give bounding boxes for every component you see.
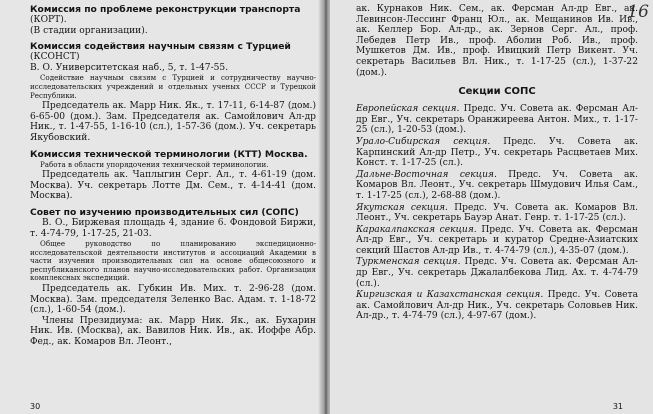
sops-section-name: Каракалпакская секция.	[356, 224, 477, 235]
sops-section-entry	[356, 290, 638, 322]
section-line: В. О. Университетская наб., 5, т. 1-47-55.	[30, 62, 229, 73]
section-line: (В стадии организации).	[30, 25, 148, 36]
sops-section-details: Предс. Уч. Совета ак. Комаров Вл. Леонт., Уч. секретарь Бауэр Анат. Генр. т. 1-17-25 (сл.).	[356, 202, 638, 224]
page-number: 31	[612, 402, 623, 411]
sops-section-name: Европейская секция.	[356, 104, 460, 115]
left-column	[30, 4, 316, 353]
section-line: (КСОНСТ)	[30, 52, 80, 63]
section-title: Комиссия по проблеме реконструкции транспорта	[30, 4, 301, 15]
section-body: Председатель ак. Чаплыгин Серг. Ал., т. 4-61-19 (дом. Москва). Уч. секретарь Лотте Дм. Сем., т. 4-14-41 (дом. Москва).	[30, 170, 316, 202]
sops-section-details: Предс. Уч. Совета ак. Ферсман Ал-др Евг., Уч. секретарь Джалалбекова Лид. Ах. т. 4-74-79 (сл.).	[356, 257, 638, 289]
sops-section-entry	[356, 225, 638, 257]
section-title: Комиссия содействия научным связям с Турцией	[30, 41, 291, 53]
section-title: Комиссия технической терминологии (КТТ) Москва.	[30, 148, 308, 160]
right-column	[356, 4, 638, 323]
section-body: Председатель ак. Марр Ник. Як., т. 17-11, 6-14-87 (дом.) 6-65-00 (дом.). Зам. Председателя ак. Самойлович Ал-др Ник., т. 1-47-55, 1-16-10 (сл.), 1-57-36 (дом.). Уч. секретарь Якубовский.	[30, 101, 316, 143]
sops-section-name: Урало-Сибирская секция.	[356, 136, 491, 147]
continuation-text: ак. Курнаков Ник. Сем., ак. Ферсман Ал-др Евг., ак. Левинсон-Лессинг Франц Юл., ак. Мещанинов Ив. Ив., ак. Келлер Бор. Ал-др., ак. Зернов Серг. Ал., проф. Лебедев Петр Ив., проф. Аболин Роб. Ив., проф. Мушкетов Дм. Ив., проф. Ивицкий Петр Викент. Уч. секретарь Васильев Вл. Ник., т. 1-17-25 (сл.), 1-37-22 (дом.).	[356, 4, 638, 78]
section-note: Работа в области упорядочения технической терминологии.	[40, 159, 269, 169]
sops-section-name: Киргизская и Казахстанская секция.	[356, 290, 544, 301]
sops-section-details: Предс. Уч. Совета ак. Самойлович Ал-др Ник., Уч. секретарь Соловьев Ник. Ал-др., т. 4-74-79 (сл.), 4-97-67 (дом.).	[356, 290, 638, 322]
section-body: Председатель ак. Губкин Ив. Мих. т. 2-96-28 (дом. Москва). Зам. председателя Зеленко Вас. Адам. т. 1-18-72 (сл.), 1-60-54 (дом.).	[30, 284, 316, 316]
sops-section-entry	[356, 104, 638, 136]
left-page	[0, 0, 322, 414]
section-note: Общее руководство по планированию экспедиционно-исследовательской деятельности институтов и ассоциаций Академии в части изучения производительных сил на основе общесоюзного и республиканского планов научно-исследовательских работ. Организация комплексных экспедиций.	[30, 239, 316, 283]
section-ktt	[30, 149, 316, 202]
section-kort	[30, 4, 316, 36]
sops-section-details: Предс. Уч. Совета ак. Карпинский Ал-др Петр., Уч. секретарь Расцветаев Мих. Конст. т. 1-17-25 (сл.).	[356, 136, 638, 169]
sops-section-name: Дальне-Восточная секция.	[356, 169, 497, 180]
section-heading: Секции СОПС	[458, 86, 536, 98]
page-number: 30	[30, 402, 41, 411]
section-ksonst	[30, 41, 316, 143]
sops-section-entry	[356, 257, 638, 289]
sops-section-details: Предс. Уч. Совета ак. Комаров Вл. Леонт., Уч. секретарь Шмудович Илья Сам., т. 1-17-25 (сл.), 2-68-88 (дом.).	[356, 169, 638, 201]
handwritten-page-mark: 16	[627, 2, 649, 22]
section-sops	[30, 207, 316, 348]
sops-section-name: Туркменская секция.	[356, 257, 461, 268]
section-title: Совет по изучению производительных сил (СОПС)	[30, 206, 299, 218]
right-page	[330, 0, 653, 414]
sops-section-name: Якутская секция.	[356, 202, 448, 213]
section-line: В. О., Биржевая площадь 4, здание 6. Фондовой Биржи, т. 4-74-79, 1-17-25, 21-03.	[30, 217, 316, 239]
section-line: (КОРТ).	[30, 15, 67, 25]
sops-section-entry	[356, 137, 638, 169]
sops-sections-list	[356, 104, 638, 322]
section-body: Члены Президиума: ак. Марр Ник. Як., ак. Бухарин Ник. Ив. (Москва), ак. Вавилов Ник. Ив., ак. Иоффе Абр. Фед., ак. Комаров Вл. Леонт.,	[30, 315, 316, 348]
sops-section-entry	[356, 203, 638, 224]
sops-section-entry	[356, 170, 638, 202]
sops-section-details: Предс. Уч. Совета ак. Ферсман Ал-др Евг., Уч. секретарь и куратор Средне-Азиатских секций Шастов Ал-др Ив., т. 4-74-79 (сл.), 4-35-07 (дом.).	[356, 224, 638, 256]
sops-section-details: Предс. Уч. Совета ак. Ферсман Ал-др Евг., Уч. секретарь Оранжиреева Антон. Мих., т. 1-17-25 (сл.), 1-20-53 (дом.).	[356, 104, 638, 136]
section-note: Содействие научным связям с Турцией и сотрудничеству научно-исследовательских учреждений и отдельных ученых СССР и Турецкой Республики.	[30, 73, 316, 100]
